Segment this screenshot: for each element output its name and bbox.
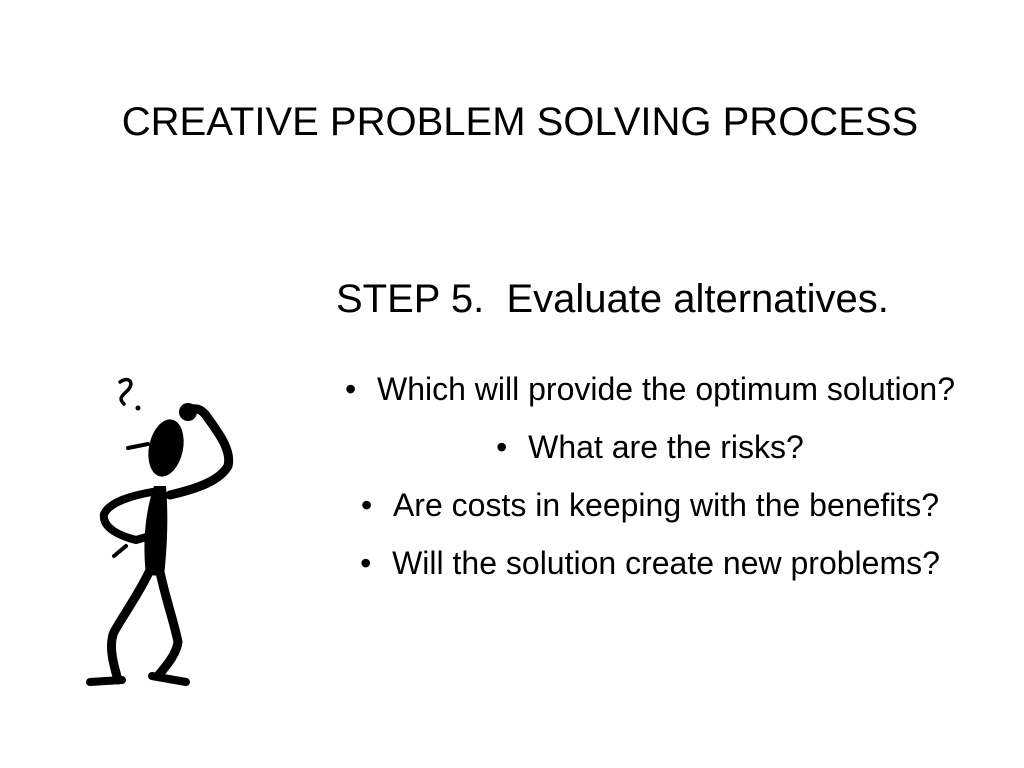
bullet-text: Will the solution create new problems?	[392, 545, 940, 581]
bullet-dot: •	[344, 371, 357, 407]
step-heading: STEP 5. Evaluate alternatives.	[336, 277, 889, 321]
list-item	[250, 534, 1024, 592]
bullet-text: Are costs in keeping with the benefits?	[392, 487, 940, 523]
bullet-dot: •	[496, 429, 508, 465]
list-item	[250, 418, 1024, 476]
bullet-dot: •	[360, 487, 373, 523]
bullet-list	[250, 360, 1024, 592]
list-item	[250, 360, 1024, 418]
slide-title: CREATIVE PROBLEM SOLVING PROCESS	[121, 100, 919, 144]
bullet-text: Which will provide the optimum solution?	[376, 371, 956, 407]
bullet-text: What are the risks?	[528, 429, 804, 465]
bullet-dot: •	[360, 545, 372, 581]
list-item	[250, 476, 1024, 534]
confused-stick-figure-icon	[80, 370, 250, 705]
